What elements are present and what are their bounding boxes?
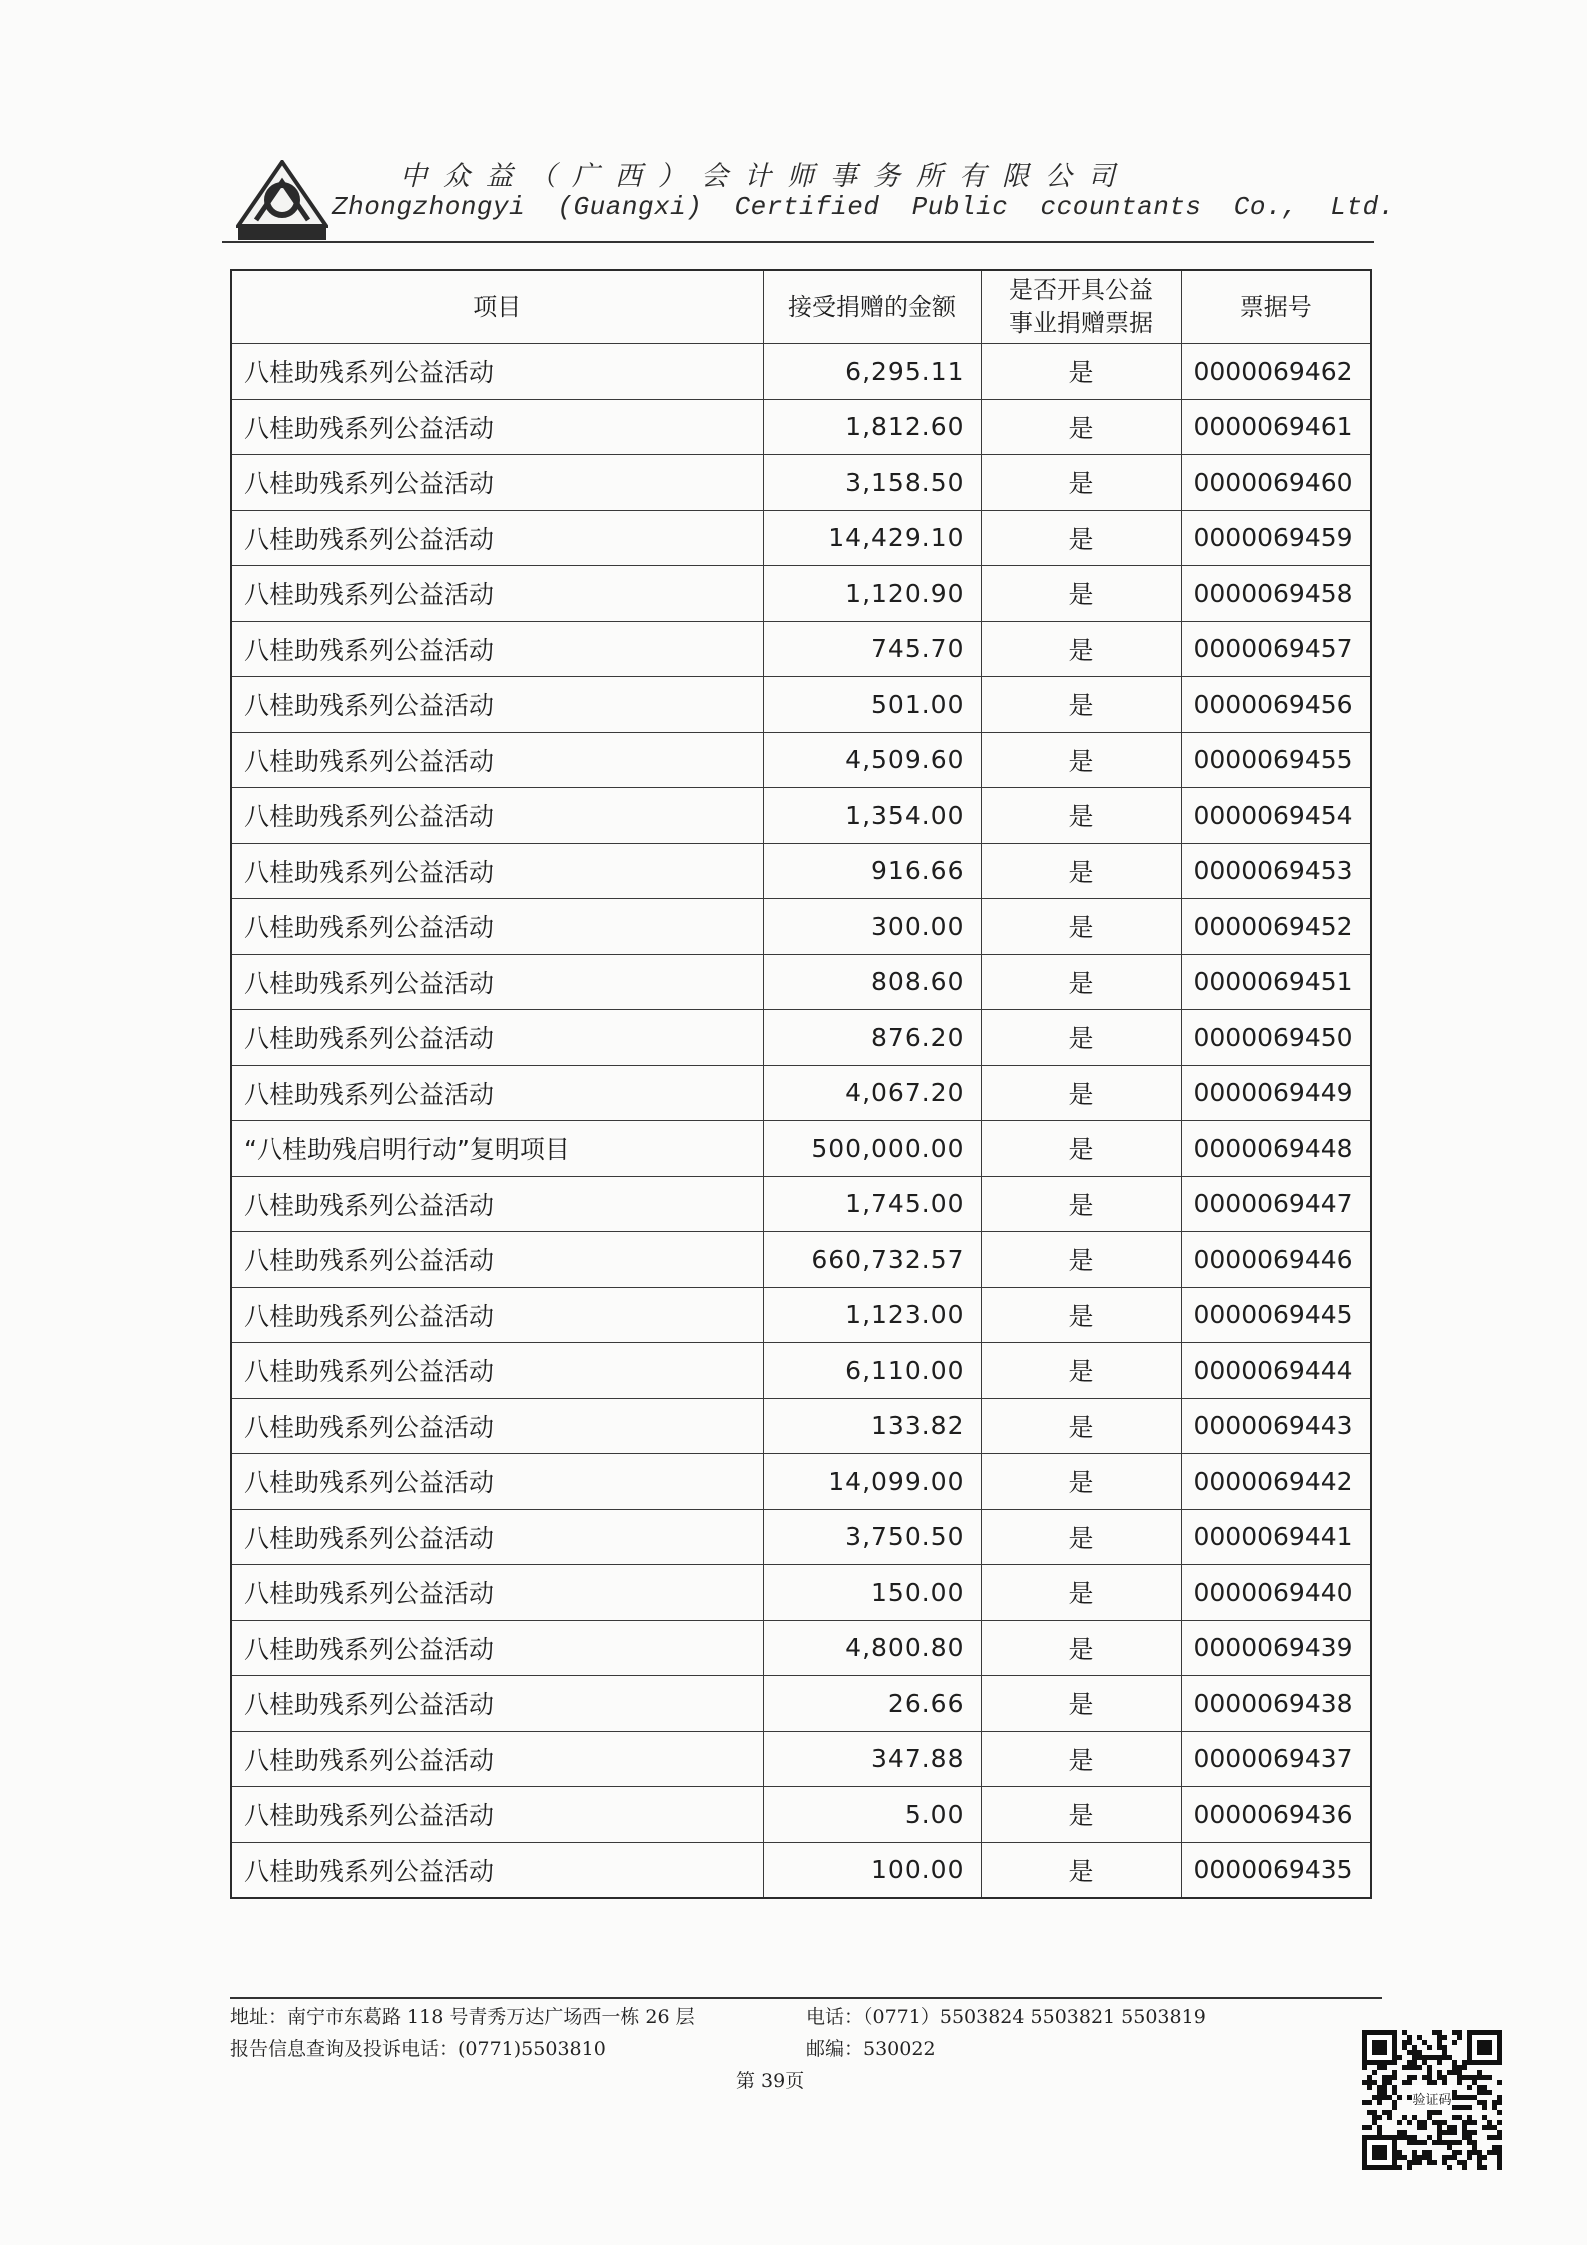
table-row: [231, 1287, 1371, 1343]
cell-receipt-issued: 是: [981, 1398, 1181, 1454]
table-row: [231, 1842, 1371, 1898]
cell-amount: 1,812.60: [763, 399, 981, 455]
cell-amount: 1,354.00: [763, 788, 981, 844]
cell-item: 八桂助残系列公益活动: [231, 1398, 763, 1454]
qr-label: 验证码: [1412, 2093, 1452, 2108]
table-row: [231, 954, 1371, 1010]
table-row: [231, 344, 1371, 400]
cell-receipt-issued: 是: [981, 1676, 1181, 1732]
cell-receipt-issued: 是: [981, 1620, 1181, 1676]
cell-receipt-number: 0000069437: [1181, 1731, 1371, 1787]
cell-receipt-issued: 是: [981, 1010, 1181, 1066]
cell-amount: 3,750.50: [763, 1509, 981, 1565]
cell-amount: 876.20: [763, 1010, 981, 1066]
cell-item: 八桂助残系列公益活动: [231, 677, 763, 733]
cell-item: 八桂助残系列公益活动: [231, 566, 763, 622]
cell-receipt-number: 0000069451: [1181, 954, 1371, 1010]
cell-receipt-number: 0000069453: [1181, 843, 1371, 899]
cell-item: 八桂助残系列公益活动: [231, 455, 763, 511]
page-number: 第 39页: [736, 2070, 805, 2092]
cell-amount: 6,295.11: [763, 344, 981, 400]
table-row: [231, 1398, 1371, 1454]
cell-amount: 4,800.80: [763, 1620, 981, 1676]
cell-amount: 5.00: [763, 1787, 981, 1843]
footer-divider: [230, 1997, 1382, 1999]
cell-receipt-number: 0000069441: [1181, 1509, 1371, 1565]
footer-address: 地址：南宁市东葛路 118 号青秀万达广场西一栋 26 层: [230, 2006, 695, 2028]
cell-receipt-issued: 是: [981, 344, 1181, 400]
cell-amount: 916.66: [763, 843, 981, 899]
cell-amount: 14,099.00: [763, 1454, 981, 1510]
cell-item: 八桂助残系列公益活动: [231, 510, 763, 566]
table-row: [231, 1454, 1371, 1510]
qr-code-icon: [1362, 2030, 1502, 2170]
cell-receipt-issued: 是: [981, 1232, 1181, 1288]
table-row: [231, 1176, 1371, 1232]
table-row: [231, 1620, 1371, 1676]
cell-receipt-issued: 是: [981, 455, 1181, 511]
table-row: [231, 1565, 1371, 1621]
header-receipt-issued: [981, 270, 1181, 344]
cell-receipt-issued: 是: [981, 1065, 1181, 1121]
cell-item: 八桂助残系列公益活动: [231, 1731, 763, 1787]
cell-receipt-number: 0000069458: [1181, 566, 1371, 622]
table-row: [231, 1676, 1371, 1732]
table-row: [231, 455, 1371, 511]
cell-amount: 300.00: [763, 899, 981, 955]
cell-item: 八桂助残系列公益活动: [231, 1065, 763, 1121]
header-divider: [222, 241, 1374, 243]
cell-receipt-number: 0000069461: [1181, 399, 1371, 455]
cell-receipt-number: 0000069435: [1181, 1842, 1371, 1898]
cell-receipt-number: 0000069440: [1181, 1565, 1371, 1621]
cell-amount: 4,067.20: [763, 1065, 981, 1121]
table-row: [231, 510, 1371, 566]
cell-item: 八桂助残系列公益活动: [231, 1176, 763, 1232]
cell-item: 八桂助残系列公益活动: [231, 954, 763, 1010]
cell-receipt-issued: 是: [981, 1509, 1181, 1565]
cell-receipt-number: 0000069447: [1181, 1176, 1371, 1232]
footer-postcode: 邮编：530022: [806, 2038, 936, 2060]
table-row: [231, 1343, 1371, 1399]
cell-amount: 660,732.57: [763, 1232, 981, 1288]
cell-receipt-number: 0000069438: [1181, 1676, 1371, 1732]
table-row: [231, 399, 1371, 455]
cell-receipt-issued: 是: [981, 1565, 1181, 1621]
table-row: [231, 732, 1371, 788]
cell-receipt-issued: 是: [981, 566, 1181, 622]
header-issued-line1: 是否开具公益: [1009, 276, 1153, 304]
cell-amount: 26.66: [763, 1676, 981, 1732]
cell-receipt-issued: 是: [981, 732, 1181, 788]
header-item: 项目: [231, 270, 763, 344]
table-row: [231, 677, 1371, 733]
table-row: [231, 1010, 1371, 1066]
cell-receipt-issued: 是: [981, 1287, 1181, 1343]
cell-receipt-number: 0000069452: [1181, 899, 1371, 955]
cell-receipt-issued: 是: [981, 1121, 1181, 1177]
cell-amount: 3,158.50: [763, 455, 981, 511]
cell-receipt-issued: 是: [981, 954, 1181, 1010]
table-header-row: [231, 270, 1371, 344]
cell-amount: 1,123.00: [763, 1287, 981, 1343]
cell-receipt-issued: 是: [981, 399, 1181, 455]
footer-complaint-phone: 报告信息查询及投诉电话：(0771)5503810: [230, 2038, 606, 2060]
cell-item: 八桂助残系列公益活动: [231, 399, 763, 455]
cell-receipt-issued: 是: [981, 1176, 1181, 1232]
cell-receipt-number: 0000069455: [1181, 732, 1371, 788]
table-body: [231, 344, 1371, 1899]
cell-receipt-number: 0000069456: [1181, 677, 1371, 733]
table-row: [231, 566, 1371, 622]
cell-receipt-issued: 是: [981, 1343, 1181, 1399]
company-logo-icon: [236, 160, 328, 242]
cell-receipt-number: 0000069459: [1181, 510, 1371, 566]
table-row: [231, 1232, 1371, 1288]
cell-item: “八桂助残启明行动”复明项目: [231, 1121, 763, 1177]
cell-receipt-issued: 是: [981, 510, 1181, 566]
cell-receipt-number: 0000069462: [1181, 344, 1371, 400]
cell-amount: 1,745.00: [763, 1176, 981, 1232]
cell-item: 八桂助残系列公益活动: [231, 788, 763, 844]
cell-item: 八桂助残系列公益活动: [231, 1287, 763, 1343]
cell-item: 八桂助残系列公益活动: [231, 732, 763, 788]
cell-item: 八桂助残系列公益活动: [231, 1343, 763, 1399]
table-row: [231, 621, 1371, 677]
cell-receipt-number: 0000069443: [1181, 1398, 1371, 1454]
cell-amount: 6,110.00: [763, 1343, 981, 1399]
cell-item: 八桂助残系列公益活动: [231, 1232, 763, 1288]
header-amount: 接受捐赠的金额: [763, 270, 981, 344]
company-name-en: Zhongzhongyi (Guangxi) Certified Public ccountants Co., Ltd.: [332, 192, 1395, 222]
cell-item: 八桂助残系列公益活动: [231, 1787, 763, 1843]
cell-receipt-issued: 是: [981, 1731, 1181, 1787]
cell-amount: 1,120.90: [763, 566, 981, 622]
cell-item: 八桂助残系列公益活动: [231, 843, 763, 899]
cell-item: 八桂助残系列公益活动: [231, 1010, 763, 1066]
cell-receipt-number: 0000069439: [1181, 1620, 1371, 1676]
cell-amount: 14,429.10: [763, 510, 981, 566]
cell-amount: 347.88: [763, 1731, 981, 1787]
cell-item: 八桂助残系列公益活动: [231, 1842, 763, 1898]
cell-receipt-issued: 是: [981, 1842, 1181, 1898]
table-row: [231, 1121, 1371, 1177]
cell-receipt-number: 0000069449: [1181, 1065, 1371, 1121]
donation-table: [230, 269, 1372, 1899]
cell-receipt-issued: 是: [981, 1787, 1181, 1843]
cell-receipt-number: 0000069448: [1181, 1121, 1371, 1177]
footer-phone: 电话：（0771）5503824 5503821 5503819: [806, 2006, 1206, 2028]
cell-item: 八桂助残系列公益活动: [231, 621, 763, 677]
cell-receipt-number: 0000069457: [1181, 621, 1371, 677]
cell-item: 八桂助残系列公益活动: [231, 1565, 763, 1621]
cell-receipt-number: 0000069442: [1181, 1454, 1371, 1510]
table-row: [231, 788, 1371, 844]
cell-item: 八桂助残系列公益活动: [231, 899, 763, 955]
cell-receipt-issued: 是: [981, 843, 1181, 899]
cell-item: 八桂助残系列公益活动: [231, 1620, 763, 1676]
header-receipt-number: 票据号: [1181, 270, 1371, 344]
cell-item: 八桂助残系列公益活动: [231, 1676, 763, 1732]
cell-receipt-number: 0000069460: [1181, 455, 1371, 511]
cell-item: 八桂助残系列公益活动: [231, 1454, 763, 1510]
table-row: [231, 899, 1371, 955]
company-name-cn: 中众益（广西）会计师事务所有限公司: [400, 161, 1131, 192]
letterhead: [230, 150, 1395, 246]
cell-amount: 100.00: [763, 1842, 981, 1898]
cell-amount: 133.82: [763, 1398, 981, 1454]
table-row: [231, 1065, 1371, 1121]
cell-amount: 150.00: [763, 1565, 981, 1621]
cell-receipt-issued: 是: [981, 788, 1181, 844]
cell-amount: 745.70: [763, 621, 981, 677]
cell-item: 八桂助残系列公益活动: [231, 1509, 763, 1565]
cell-amount: 500,000.00: [763, 1121, 981, 1177]
cell-receipt-number: 0000069436: [1181, 1787, 1371, 1843]
cell-receipt-issued: 是: [981, 899, 1181, 955]
table-row: [231, 1787, 1371, 1843]
table-row: [231, 1731, 1371, 1787]
cell-amount: 808.60: [763, 954, 981, 1010]
header-issued-line2: 事业捐赠票据: [1009, 309, 1153, 337]
cell-item: 八桂助残系列公益活动: [231, 344, 763, 400]
cell-amount: 4,509.60: [763, 732, 981, 788]
table-row: [231, 843, 1371, 899]
cell-receipt-number: 0000069445: [1181, 1287, 1371, 1343]
cell-receipt-number: 0000069454: [1181, 788, 1371, 844]
table-row: [231, 1509, 1371, 1565]
cell-amount: 501.00: [763, 677, 981, 733]
cell-receipt-issued: 是: [981, 1454, 1181, 1510]
cell-receipt-issued: 是: [981, 677, 1181, 733]
cell-receipt-issued: 是: [981, 621, 1181, 677]
cell-receipt-number: 0000069450: [1181, 1010, 1371, 1066]
cell-receipt-number: 0000069446: [1181, 1232, 1371, 1288]
cell-receipt-number: 0000069444: [1181, 1343, 1371, 1399]
